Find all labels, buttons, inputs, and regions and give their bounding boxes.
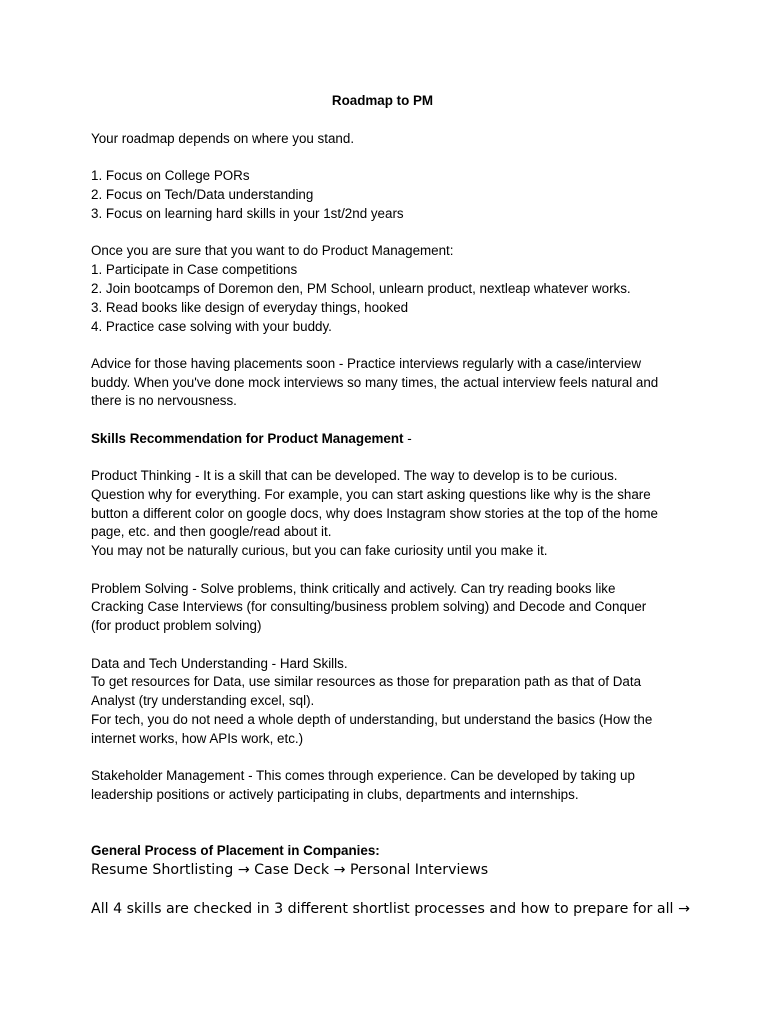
paragraph-line: buddy. When you've done mock interviews so many times, the actual interview feels natural and <box>91 375 659 390</box>
paragraph-line: Cracking Case Interviews (for consulting/business problem solving) and Decode and Conquer <box>91 599 647 614</box>
list-item: 3. Focus on learning hard skills in your 1st/2nd years <box>91 206 404 221</box>
paragraph-line: For tech, you do not need a whole depth of understanding, but understand the basics (How the <box>91 712 653 727</box>
process-heading: General Process of Placement in Companies: <box>91 843 380 858</box>
paragraph-line: You may not be naturally curious, but you can fake curiosity until you make it. <box>91 543 548 558</box>
sure-heading: Once you are sure that you want to do Product Management: <box>91 243 454 258</box>
paragraph-line: page, etc. and then google/read about it. <box>91 524 332 539</box>
paragraph-line: Question why for everything. For example, you can start asking questions like why is the share <box>91 487 651 502</box>
list-item: 2. Focus on Tech/Data understanding <box>91 187 314 202</box>
list-item: 2. Join bootcamps of Doremon den, PM School, unlearn product, nextleap whatever works. <box>91 281 631 296</box>
closing-line: All 4 skills are checked in 3 different shortlist processes and how to prepare for all → <box>91 901 690 917</box>
process-flow: Resume Shortlisting → Case Deck → Personal Interviews <box>91 862 489 878</box>
page-title: Roadmap to PM <box>331 93 434 108</box>
paragraph-line: Data and Tech Understanding - Hard Skills. <box>91 656 348 671</box>
list-item: 4. Practice case solving with your buddy. <box>91 319 332 334</box>
skills-heading <box>91 430 412 449</box>
intro-text: Your roadmap depends on where you stand. <box>91 131 355 146</box>
paragraph-line: (for product problem solving) <box>91 618 262 633</box>
paragraph-line: To get resources for Data, use similar resources as those for preparation path as that of Data <box>91 674 642 689</box>
paragraph-line: there is no nervousness. <box>91 393 237 408</box>
skills-heading-suffix: - <box>403 431 412 446</box>
paragraph-line: Analyst (try understanding excel, sql). <box>91 693 315 708</box>
paragraph-line: internet works, how APIs work, etc.) <box>91 731 304 746</box>
paragraph-line: Product Thinking - It is a skill that can be developed. The way to develop is to be curious. <box>91 468 618 483</box>
paragraph-line: leadership positions or actively participating in clubs, departments and internships. <box>91 787 579 802</box>
list-item: 1. Focus on College PORs <box>91 168 250 183</box>
skills-heading-bold: Skills Recommendation for Product Management <box>91 431 404 446</box>
paragraph-line: Stakeholder Management - This comes through experience. Can be developed by taking up <box>91 768 635 783</box>
list-item: 1. Participate in Case competitions <box>91 262 298 277</box>
paragraph-line: button a different color on google docs, why does Instagram show stories at the top of the home <box>91 506 658 521</box>
paragraph-line: Advice for those having placements soon - Practice interviews regularly with a case/interview <box>91 356 642 371</box>
paragraph-line: Problem Solving - Solve problems, think critically and actively. Can try reading books like <box>91 581 616 596</box>
list-item: 3. Read books like design of everyday things, hooked <box>91 300 409 315</box>
